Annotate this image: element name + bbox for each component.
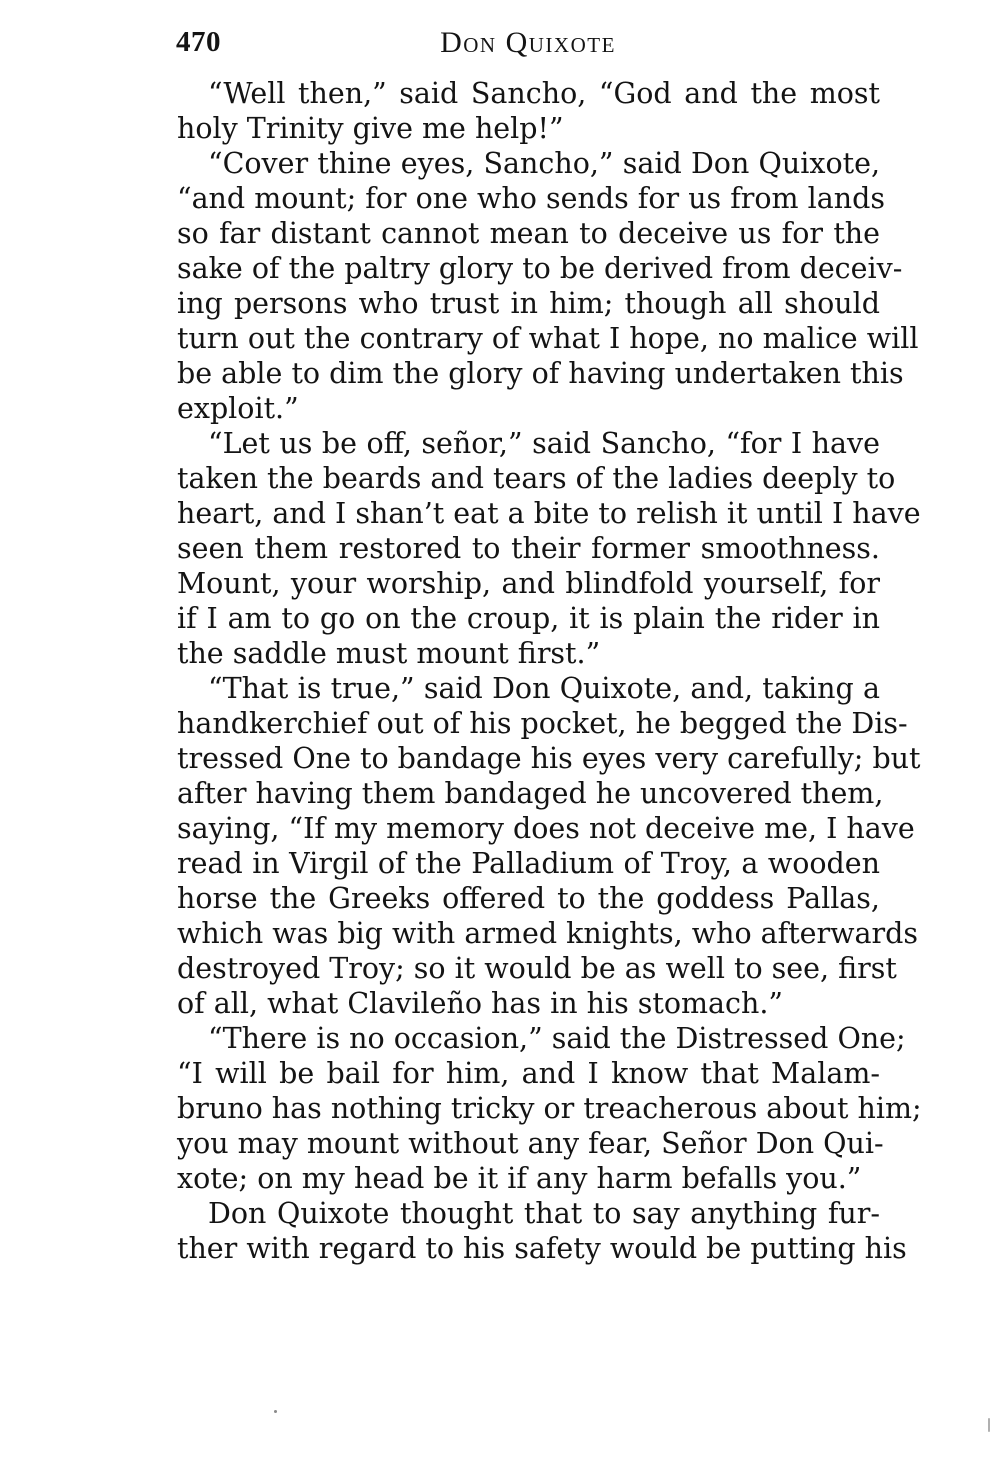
paragraph-6	[177, 1196, 907, 1266]
text-line: saying, “If my memory does not deceive me, I have	[177, 812, 915, 845]
paragraph-3	[177, 426, 921, 671]
text-line: after having them bandaged he uncovered them,	[177, 777, 884, 810]
text-line: bruno has nothing tricky or treacherous about him;	[177, 1092, 922, 1125]
text-line: ther with regard to his safety would be putting his	[177, 1232, 907, 1265]
body-text	[177, 76, 922, 1266]
text-line: “Let us be off, señor,” said Sancho, “for I have	[208, 427, 880, 460]
text-line: exploit.”	[177, 392, 299, 425]
paragraph-4	[177, 671, 921, 1021]
text-line: heart, and I shan’t eat a bite to relish it until I have	[177, 497, 921, 530]
text-line: “Well then,” said Sancho, “God and the most	[208, 77, 880, 110]
page-number: 470	[176, 26, 221, 58]
text-line: taken the beards and tears of the ladies deeply to	[177, 462, 896, 495]
paragraph-2	[177, 146, 919, 426]
text-line: Don Quixote thought that to say anything fur-	[208, 1197, 880, 1230]
running-head	[176, 24, 880, 64]
text-line: be able to dim the glory of having undertaken this	[177, 357, 904, 390]
scan-speck	[274, 1410, 277, 1413]
text-line: which was big with armed knights, who afterwards	[177, 917, 919, 950]
text-line: “Cover thine eyes, Sancho,” said Don Quixote,	[208, 147, 880, 180]
paragraph-1	[177, 76, 880, 146]
book-title: Don Quixote	[440, 26, 616, 59]
text-line: sake of the paltry glory to be derived from deceiv-	[177, 252, 903, 285]
text-line: “There is no occasion,” said the Distressed One;	[208, 1022, 906, 1055]
text-line: ing persons who trust in him; though all should	[177, 287, 880, 320]
text-line: “and mount; for one who sends for us from lands	[177, 182, 885, 215]
text-line: “I will be bail for him, and I know that Malam-	[177, 1057, 880, 1090]
text-line: if I am to go on the croup, it is plain the rider in	[177, 602, 880, 635]
text-line: Mount, your worship, and blindfold yourself, for	[177, 567, 880, 600]
text-line: handkerchief out of his pocket, he begged the Dis-	[177, 707, 908, 740]
text-line: horse the Greeks offered to the goddess Pallas,	[177, 882, 880, 915]
paragraph-5	[177, 1021, 922, 1196]
text-line: holy Trinity give me help!”	[177, 112, 564, 145]
text-line: turn out the contrary of what I hope, no malice will	[177, 322, 919, 355]
text-line: the saddle must mount first.”	[177, 637, 601, 670]
text-line: so far distant cannot mean to deceive us for the	[177, 217, 880, 250]
text-line: seen them restored to their former smoothness.	[177, 532, 880, 565]
text-line: xote; on my head be it if any harm befalls you.”	[177, 1162, 862, 1195]
text-line: read in Virgil of the Palladium of Troy, a wooden	[177, 847, 880, 880]
text-line: tressed One to bandage his eyes very carefully; but	[177, 742, 921, 775]
scan-speck	[988, 1418, 990, 1432]
text-line: “That is true,” said Don Quixote, and, taking a	[208, 672, 880, 705]
text-line: you may mount without any fear, Señor Don Qui-	[177, 1127, 884, 1160]
text-line: of all, what Clavileño has in his stomach.”	[177, 987, 783, 1020]
text-line: destroyed Troy; so it would be as well to see, first	[177, 952, 897, 985]
